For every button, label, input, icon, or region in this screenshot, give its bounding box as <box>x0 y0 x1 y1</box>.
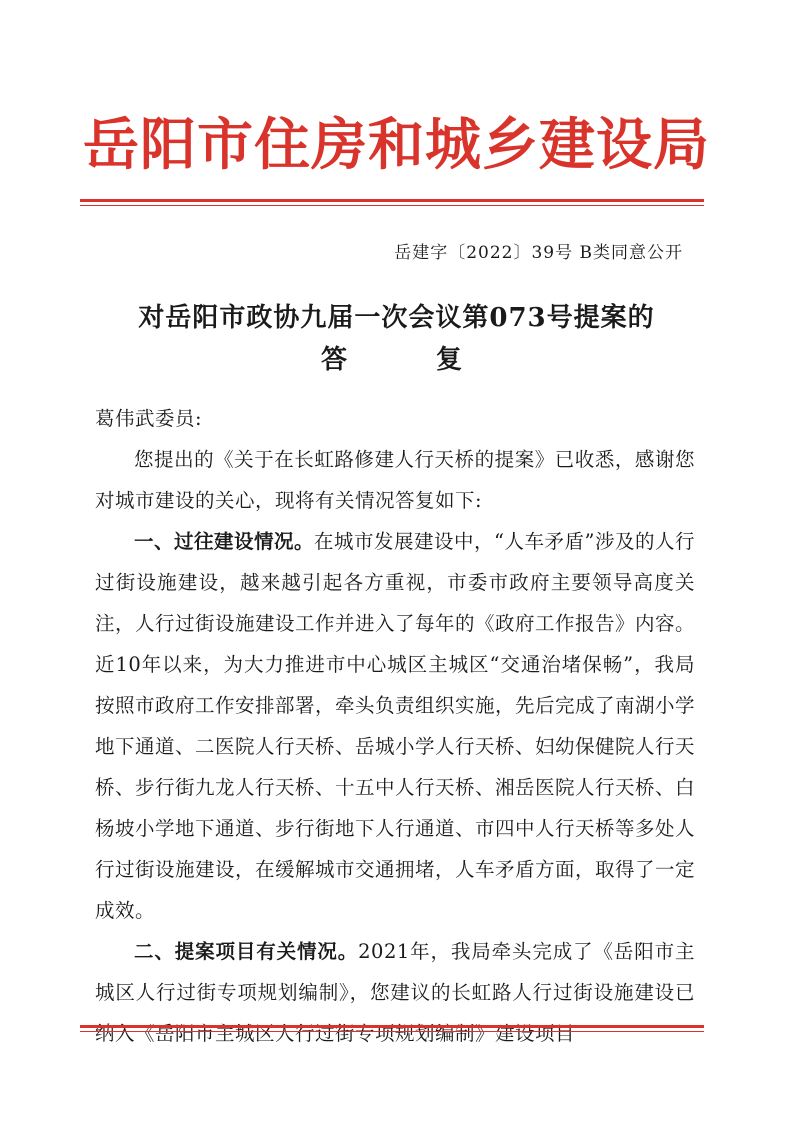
document-title-line1: 对岳阳市政协九届一次会议第073号提案的 <box>138 303 655 333</box>
masthead-divider-rule <box>80 199 704 206</box>
section2-text: 2021年，我局牵头完成了《岳阳市主城区人行过街专项规划编制》，您建议的长虹路人行过街设施建设已纳入《岳阳市主城区人行过街专项规划编制》建设项目 <box>95 940 695 1045</box>
section2-heading: 二、提案项目有关情况。 <box>134 940 359 963</box>
organization-masthead: 岳阳市住房和城乡建设局 <box>83 112 710 178</box>
section2-paragraph <box>95 931 695 1054</box>
footer-divider-rule <box>80 1025 704 1032</box>
section1-heading: 一、过往建设情况。 <box>134 530 315 553</box>
section1-paragraph <box>95 521 695 931</box>
document-number: 岳建字〔2022〕39号 B类同意公开 <box>394 243 683 263</box>
document-title-line2: 答 复 <box>320 345 503 375</box>
salutation: 葛伟武委员: <box>95 407 203 430</box>
document-body <box>95 398 695 1054</box>
section1-text: 在城市发展建设中，“人车矛盾”涉及的人行过街设施建设，越来越引起各方重视，市委市政府主要领导高度关注，人行过街设施建设工作并进入了每年的《政府工作报告》内容。近10年以来，为大力推进市中心城区主城区“交通治堵保畅”，我局按照市政府工作安排部署，牵头负责组织实施，先后完成了南湖小学地下通道、二医院人行天桥、岳城小学人行天桥、妇幼保健院人行天桥、步行街九龙人行天桥、十五中人行天桥、湘岳医院人行天桥、白杨坡小学地下通道、步行街地下人行通道、市四中人行天桥等多处人行过街设施建设，在缓解城市交通拥堵，人车矛盾方面，取得了一定成效。 <box>95 530 696 922</box>
intro-paragraph: 您提出的《关于在长虹路修建人行天桥的提案》已收悉，感谢您对城市建设的关心，现将有关情况答复如下: <box>95 448 695 512</box>
